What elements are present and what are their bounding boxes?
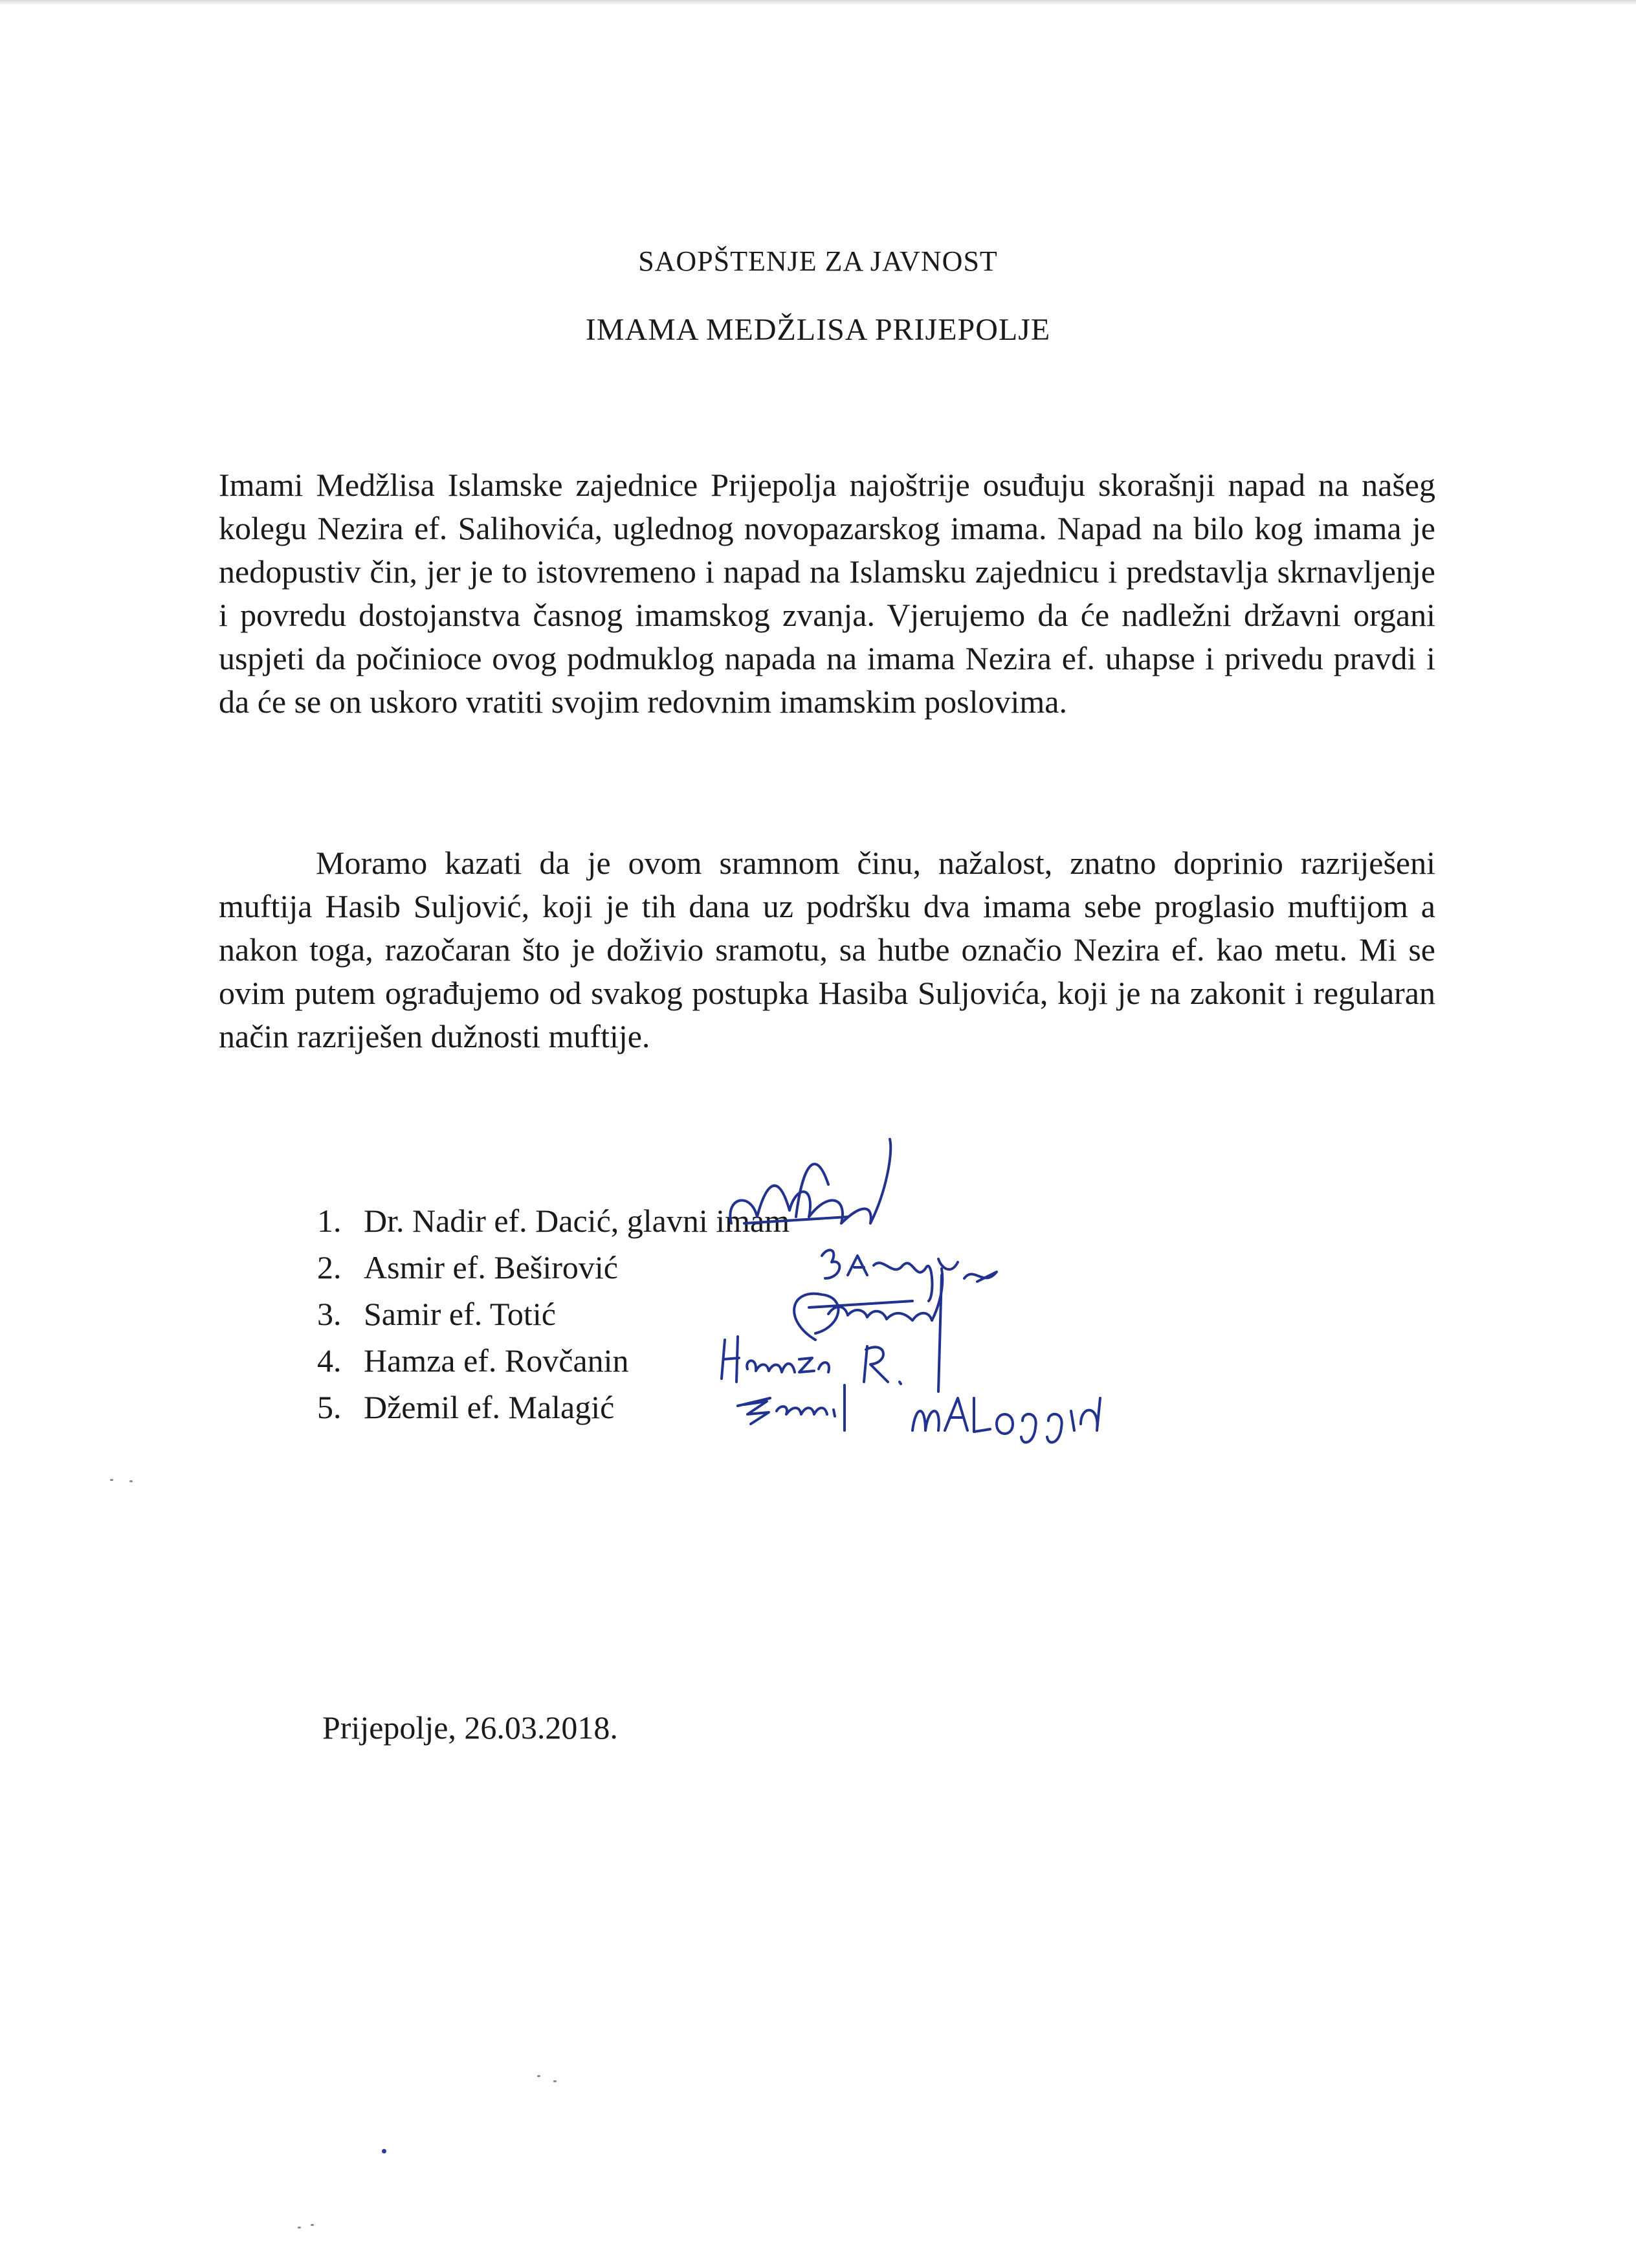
statement-title: SAOPŠTENJE ZA JAVNOST bbox=[638, 245, 998, 277]
signer-name: Hamza ef. Rovčanin bbox=[364, 1342, 629, 1379]
signature-3 bbox=[794, 1269, 942, 1340]
scan-speck bbox=[129, 1480, 133, 1482]
signer-number: 5. bbox=[317, 1389, 342, 1425]
signer-number: 2. bbox=[317, 1249, 342, 1285]
signer-name: Dr. Nadir ef. Dacić, glavni imam bbox=[364, 1203, 790, 1239]
signer-name: Samir ef. Totić bbox=[364, 1296, 556, 1332]
scan-speck bbox=[311, 2224, 314, 2226]
signature-4 bbox=[722, 1275, 942, 1392]
handwritten-signatures bbox=[718, 1126, 1236, 1463]
signer-number: 1. bbox=[317, 1203, 342, 1239]
signer-number: 4. bbox=[317, 1342, 342, 1379]
place-and-date: Prijepolje, 26.03.2018. bbox=[322, 1709, 618, 1746]
signature-5 bbox=[738, 1385, 1100, 1442]
scan-speck bbox=[553, 2080, 557, 2082]
signer-number: 3. bbox=[317, 1296, 342, 1332]
signature-1 bbox=[730, 1139, 890, 1223]
scan-speck bbox=[110, 1479, 113, 1481]
scan-speck bbox=[298, 2227, 301, 2229]
paragraph-1: Imami Medžlisa Islamske zajednice Prijepolja najoštrije osuđuju skorašnji napad na našeg kolegu Nezira ef. Salihovića, uglednog novopazarskog imama. Napad na bilo kog imama je nedopustiv čin, jer je to istovremeno i napad na Islamsku zajednicu i predstavlja skrnavljenje i povredu dostojanstva časnog imamskog zvanja. Vjerujemo da će nadležni državni organi uspjeti da počinioce ovog podmuklog napada na imama Nezira ef. uhapse i privedu pravdi i da će se on uskoro vratiti svojim redovnim imamskim poslovima. bbox=[219, 467, 1435, 720]
statement-subtitle: IMAMA MEDŽLISA PRIJEPOLJE bbox=[585, 313, 1051, 347]
scan-speck bbox=[382, 2149, 386, 2153]
paragraph-2: Moramo kazati da je ovom sramnom činu, nažalost, znatno doprinio razriješeni muftija Hasib Suljović, koji je tih dana uz podršku dva imama sebe proglasio muftijom a nakon toga, razočaran što je doživio sramotu, sa hutbe označio Nezira ef. kao metu. Mi se ovim putem ograđujemo od svakog postupka Hasiba Suljovića, koji je na zakonit i regularan način razriješen dužnosti muftije. bbox=[219, 845, 1435, 1054]
scan-edge bbox=[0, 0, 1636, 5]
signature-2 bbox=[822, 1250, 997, 1301]
signer-name: Asmir ef. Beširović bbox=[364, 1249, 618, 1285]
scan-speck bbox=[537, 2075, 540, 2077]
signer-name: Džemil ef. Malagić bbox=[364, 1389, 615, 1425]
